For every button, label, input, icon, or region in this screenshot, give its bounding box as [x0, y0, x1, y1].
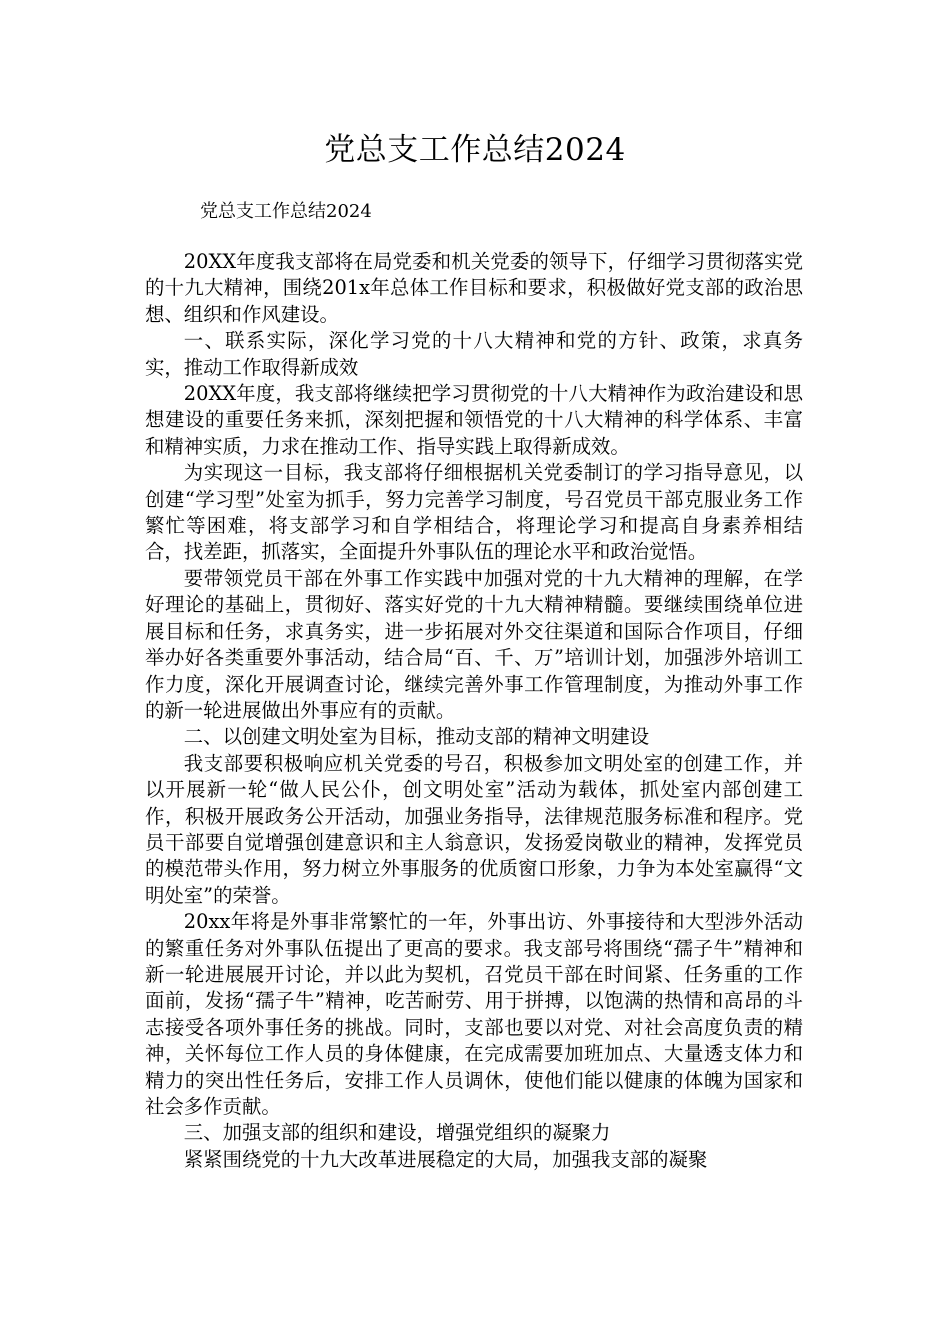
- paragraph: 要带领党员干部在外事工作实践中加强对党的十九大精神的理解，在学好理论的基础上，贯彻好、落实好党的十九大精神精髓。要继续围绕单位进展目标和任务，求真务实，进一步拓展对外交往渠道和国际合作项目，仔细举办好各类重要外事活动，结合局“百、千、万”培训计划，加强涉外培训工作力度，深化开展调查讨论，继续完善外事工作管理制度，为推动外事工作的新一轮进展做出外事应有的贡献。: [145, 566, 803, 722]
- section-heading-3: 三、加强支部的组织和建设，增强党组织的凝聚力: [183, 1121, 611, 1145]
- paragraph: 紧紧围绕党的十九大改革进展稳定的大局，加强我支部的凝聚: [183, 1147, 708, 1171]
- paragraph: 为实现这一目标，我支部将仔细根据机关党委制订的学习指导意见，以创建“学习型”处室为抓手，努力完善学习制度，号召党员干部克服业务工作繁忙等困难，将支部学习和自学相结合，将理论学习和提高自身素养相结合，找差距，抓落实，全面提升外事队伍的理论水平和政治觉悟。: [145, 461, 803, 564]
- document-subtitle: 党总支工作总结2024: [200, 201, 372, 222]
- paragraph: 我支部要积极响应机关党委的号召，积极参加文明处室的创建工作，并以开展新一轮“做人民公仆，创文明处室”活动为载体，抓处室内部创建工作，积极开展政务公开活动，加强业务指导，法律规范服务标准和程序。党员干部要自觉增强创建意识和主人翁意识，发扬爱岗敬业的精神，发挥党员的模范带头作用，努力树立外事服务的优质窗口形象，力争为本处室赢得“文明处室”的荣誉。: [145, 751, 803, 907]
- section-heading-2: 二、以创建文明处室为目标，推动支部的精神文明建设: [183, 725, 650, 749]
- section-heading-1: 一、联系实际，深化学习党的十八大精神和党的方针、政策，求真务实，推动工作取得新成效: [145, 329, 803, 379]
- paragraph: 20xx年将是外事非常繁忙的一年，外事出访、外事接待和大型涉外活动的繁重任务对外事队伍提出了更高的要求。我支部号将围绕“孺子牛”精神和新一轮进展展开讨论，并以此为契机，召党员干部在时间紧、任务重的工作面前，发扬“孺子牛”精神，吃苦耐劳、用于拼搏，以饱满的热情和高昂的斗志接受各项外事任务的挑战。同时，支部也要以对党、对社会高度负责的精神，关怀每位工作人员的身体健康，在完成需要加班加点、大量透支体力和精力的突出性任务后，安排工作人员调休，使他们能以健康的体魄为国家和社会多作贡献。: [145, 910, 803, 1118]
- paragraph: 20XX年度，我支部将继续把学习贯彻党的十八大精神作为政治建设和思想建设的重要任务来抓，深刻把握和领悟党的十八大精神的科学体系、丰富和精神实质，力求在推动工作、指导实践上取得新成效。: [145, 382, 803, 458]
- paragraph-intro: 20XX年度我支部将在局党委和机关党委的领导下，仔细学习贯彻落实党的十九大精神，围绕201x年总体工作目标和要求，积极做好党支部的政治思想、组织和作风建设。: [145, 250, 803, 326]
- document-body: [145, 249, 803, 1173]
- document-title: 党总支工作总结2024: [324, 132, 626, 168]
